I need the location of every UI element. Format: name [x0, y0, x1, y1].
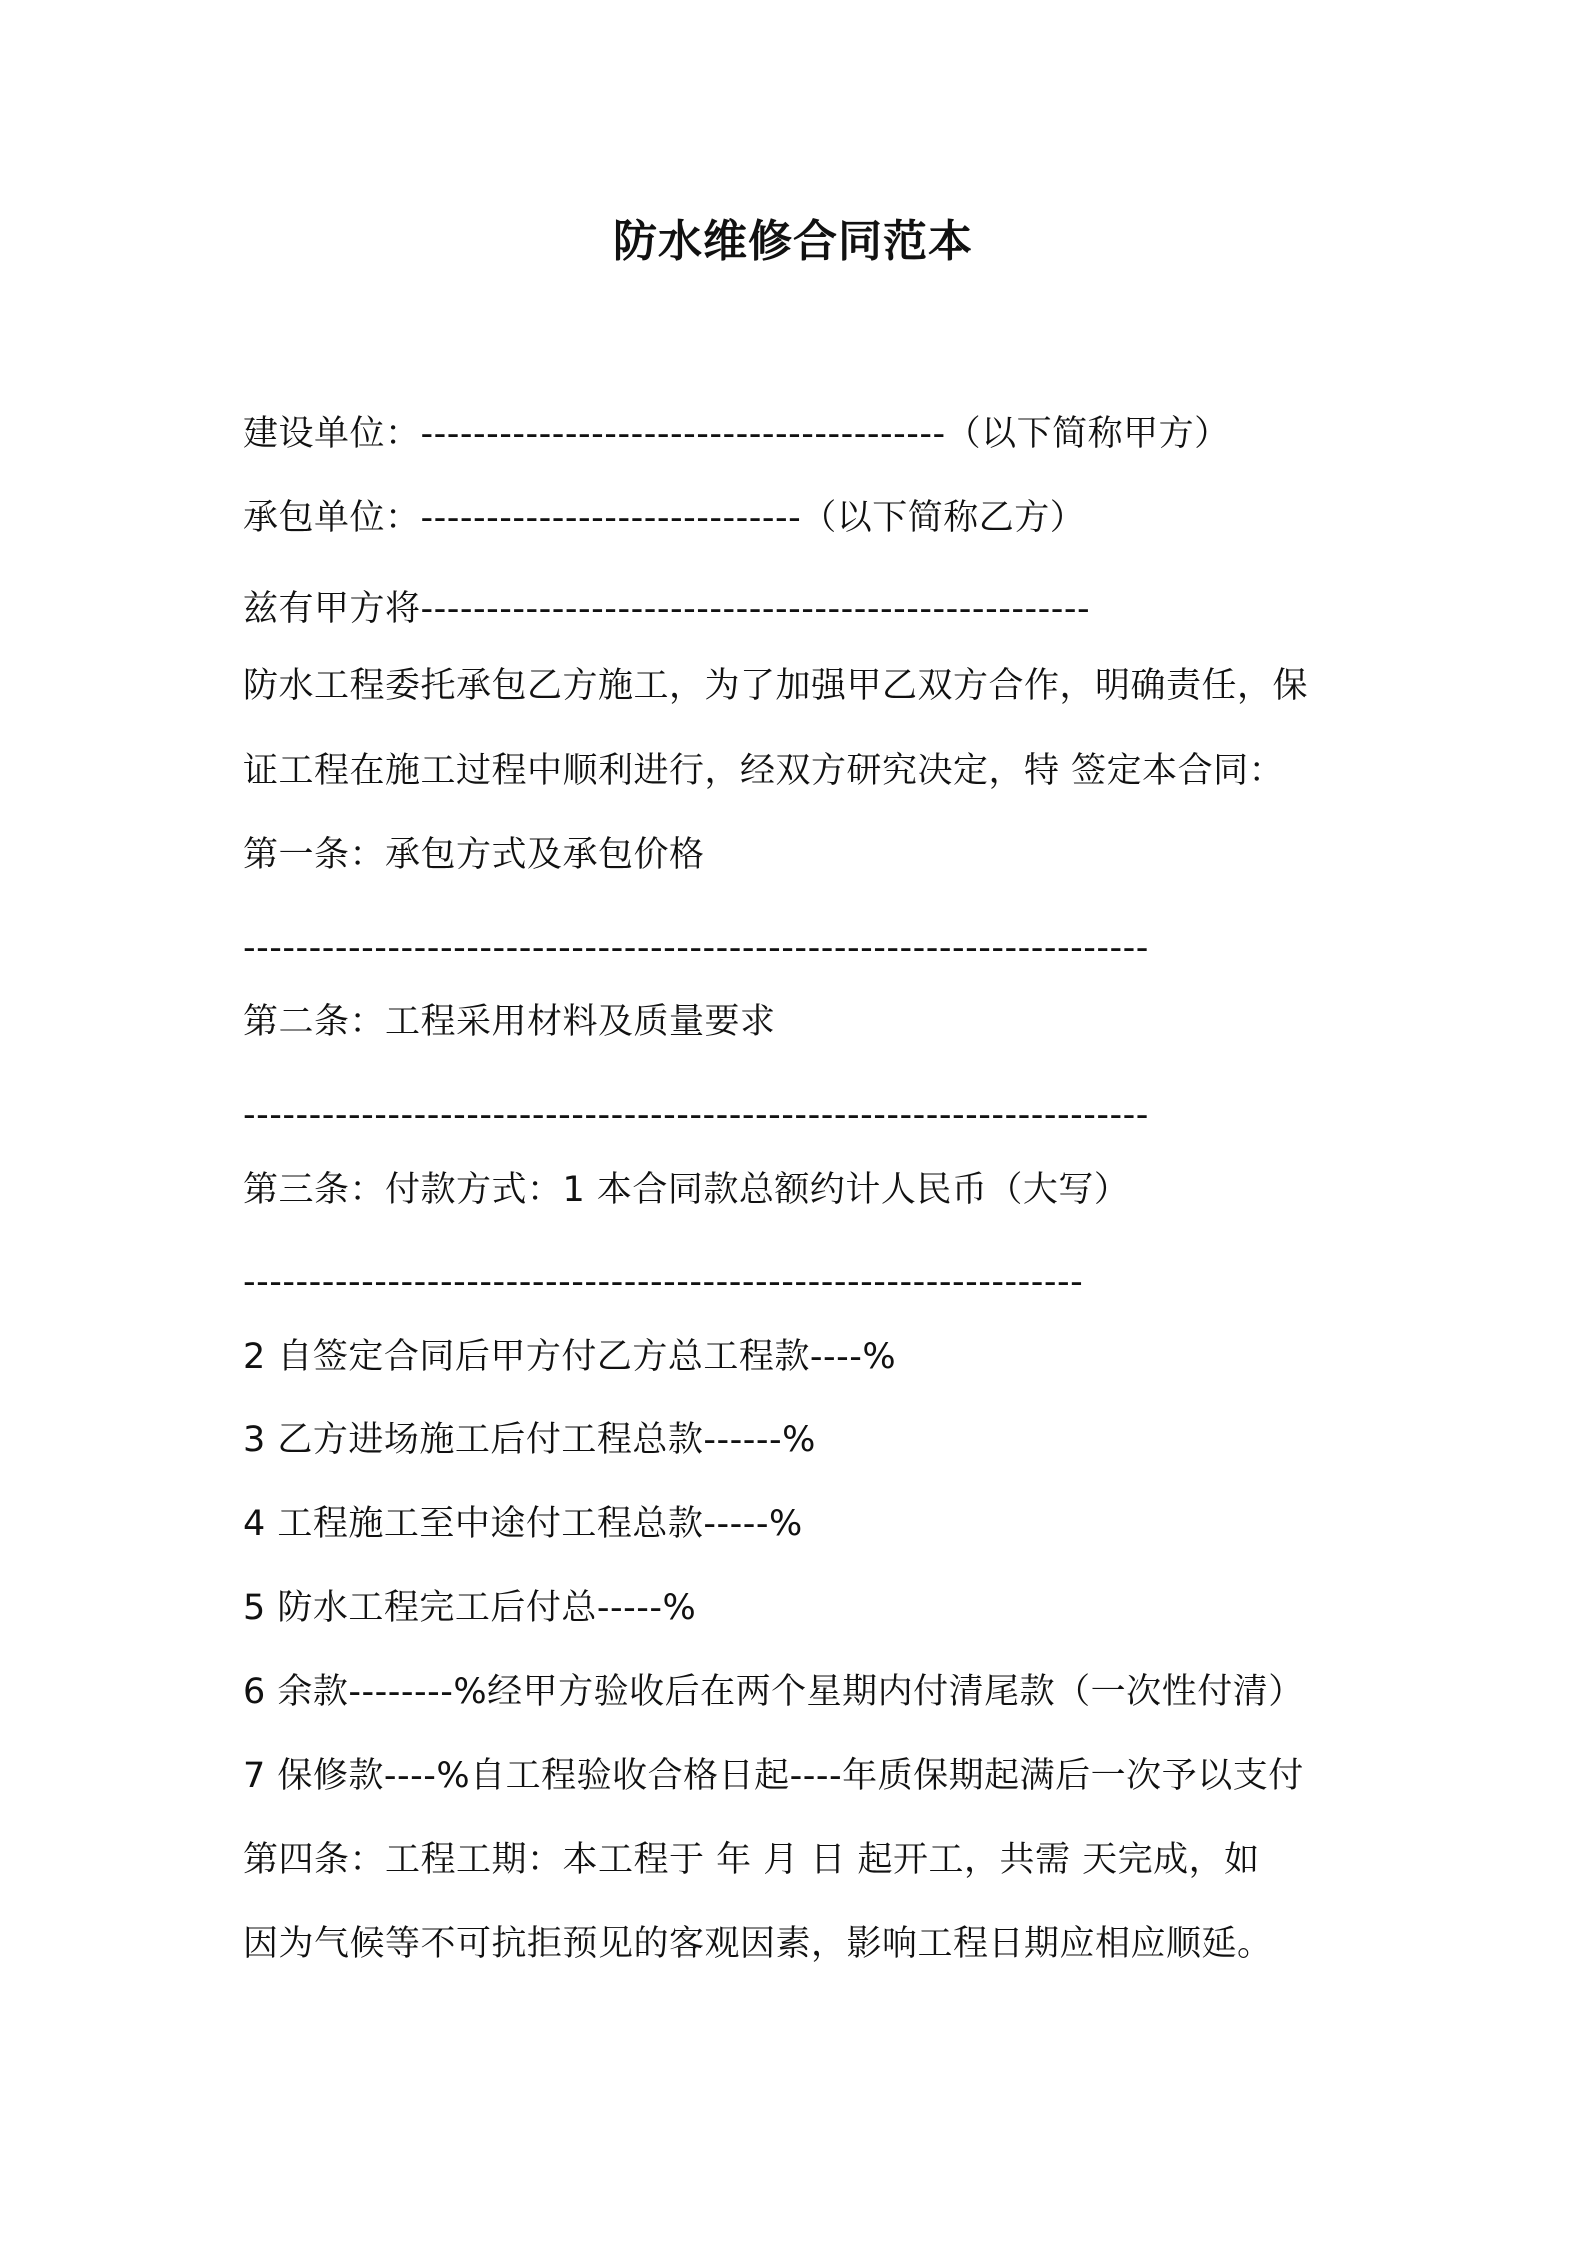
payment-item-7: 7 保修款----%自工程验收合格日起----年质保期起满后一次予以支付 — [243, 1756, 1304, 1796]
payment-item-4: 4 工程施工至中途付工程总款-----% — [243, 1504, 803, 1544]
purpose-line-1: 防水工程委托承包乙方施工，为了加强甲乙双方合作，明确责任，保 — [243, 666, 1309, 706]
article-3-blank: ---------------------------------------------------------------- — [243, 1262, 1084, 1302]
article-4-line-1: 第四条：工程工期：本工程于 年 月 日 起开工，共需 天完成，如 — [243, 1840, 1260, 1880]
article-3-heading: 第三条：付款方式：1 本合同款总额约计人民币（大写） — [243, 1170, 1130, 1210]
article-2-blank: --------------------------------------------------------------------- — [243, 1095, 1149, 1135]
article-1-blank: --------------------------------------------------------------------- — [243, 928, 1149, 968]
party-b-line: 承包单位：-----------------------------（以下简称乙方） — [243, 498, 1086, 538]
payment-item-5: 5 防水工程完工后付总-----% — [243, 1588, 697, 1628]
entrust-line: 兹有甲方将--------------------------------------------------- — [243, 589, 1091, 629]
article-1-heading: 第一条：承包方式及承包价格 — [243, 835, 705, 875]
purpose-line-2: 证工程在施工过程中顺利进行，经双方研究决定，特 签定本合同： — [243, 751, 1285, 791]
document-title: 防水维修合同范本 — [613, 216, 973, 267]
party-a-line: 建设单位：----------------------------------------（以下简称甲方） — [243, 414, 1230, 454]
payment-item-3: 3 乙方进场施工后付工程总款------% — [243, 1420, 816, 1460]
article-4-line-2: 因为气候等不可抗拒预见的客观因素，影响工程日期应相应顺延。 — [243, 1924, 1273, 1964]
payment-item-6: 6 余款--------%经甲方验收后在两个星期内付清尾款（一次性付清） — [243, 1672, 1304, 1712]
article-2-heading: 第二条：工程采用材料及质量要求 — [243, 1002, 776, 1042]
payment-item-2: 2 自签定合同后甲方付乙方总工程款----% — [243, 1337, 897, 1377]
